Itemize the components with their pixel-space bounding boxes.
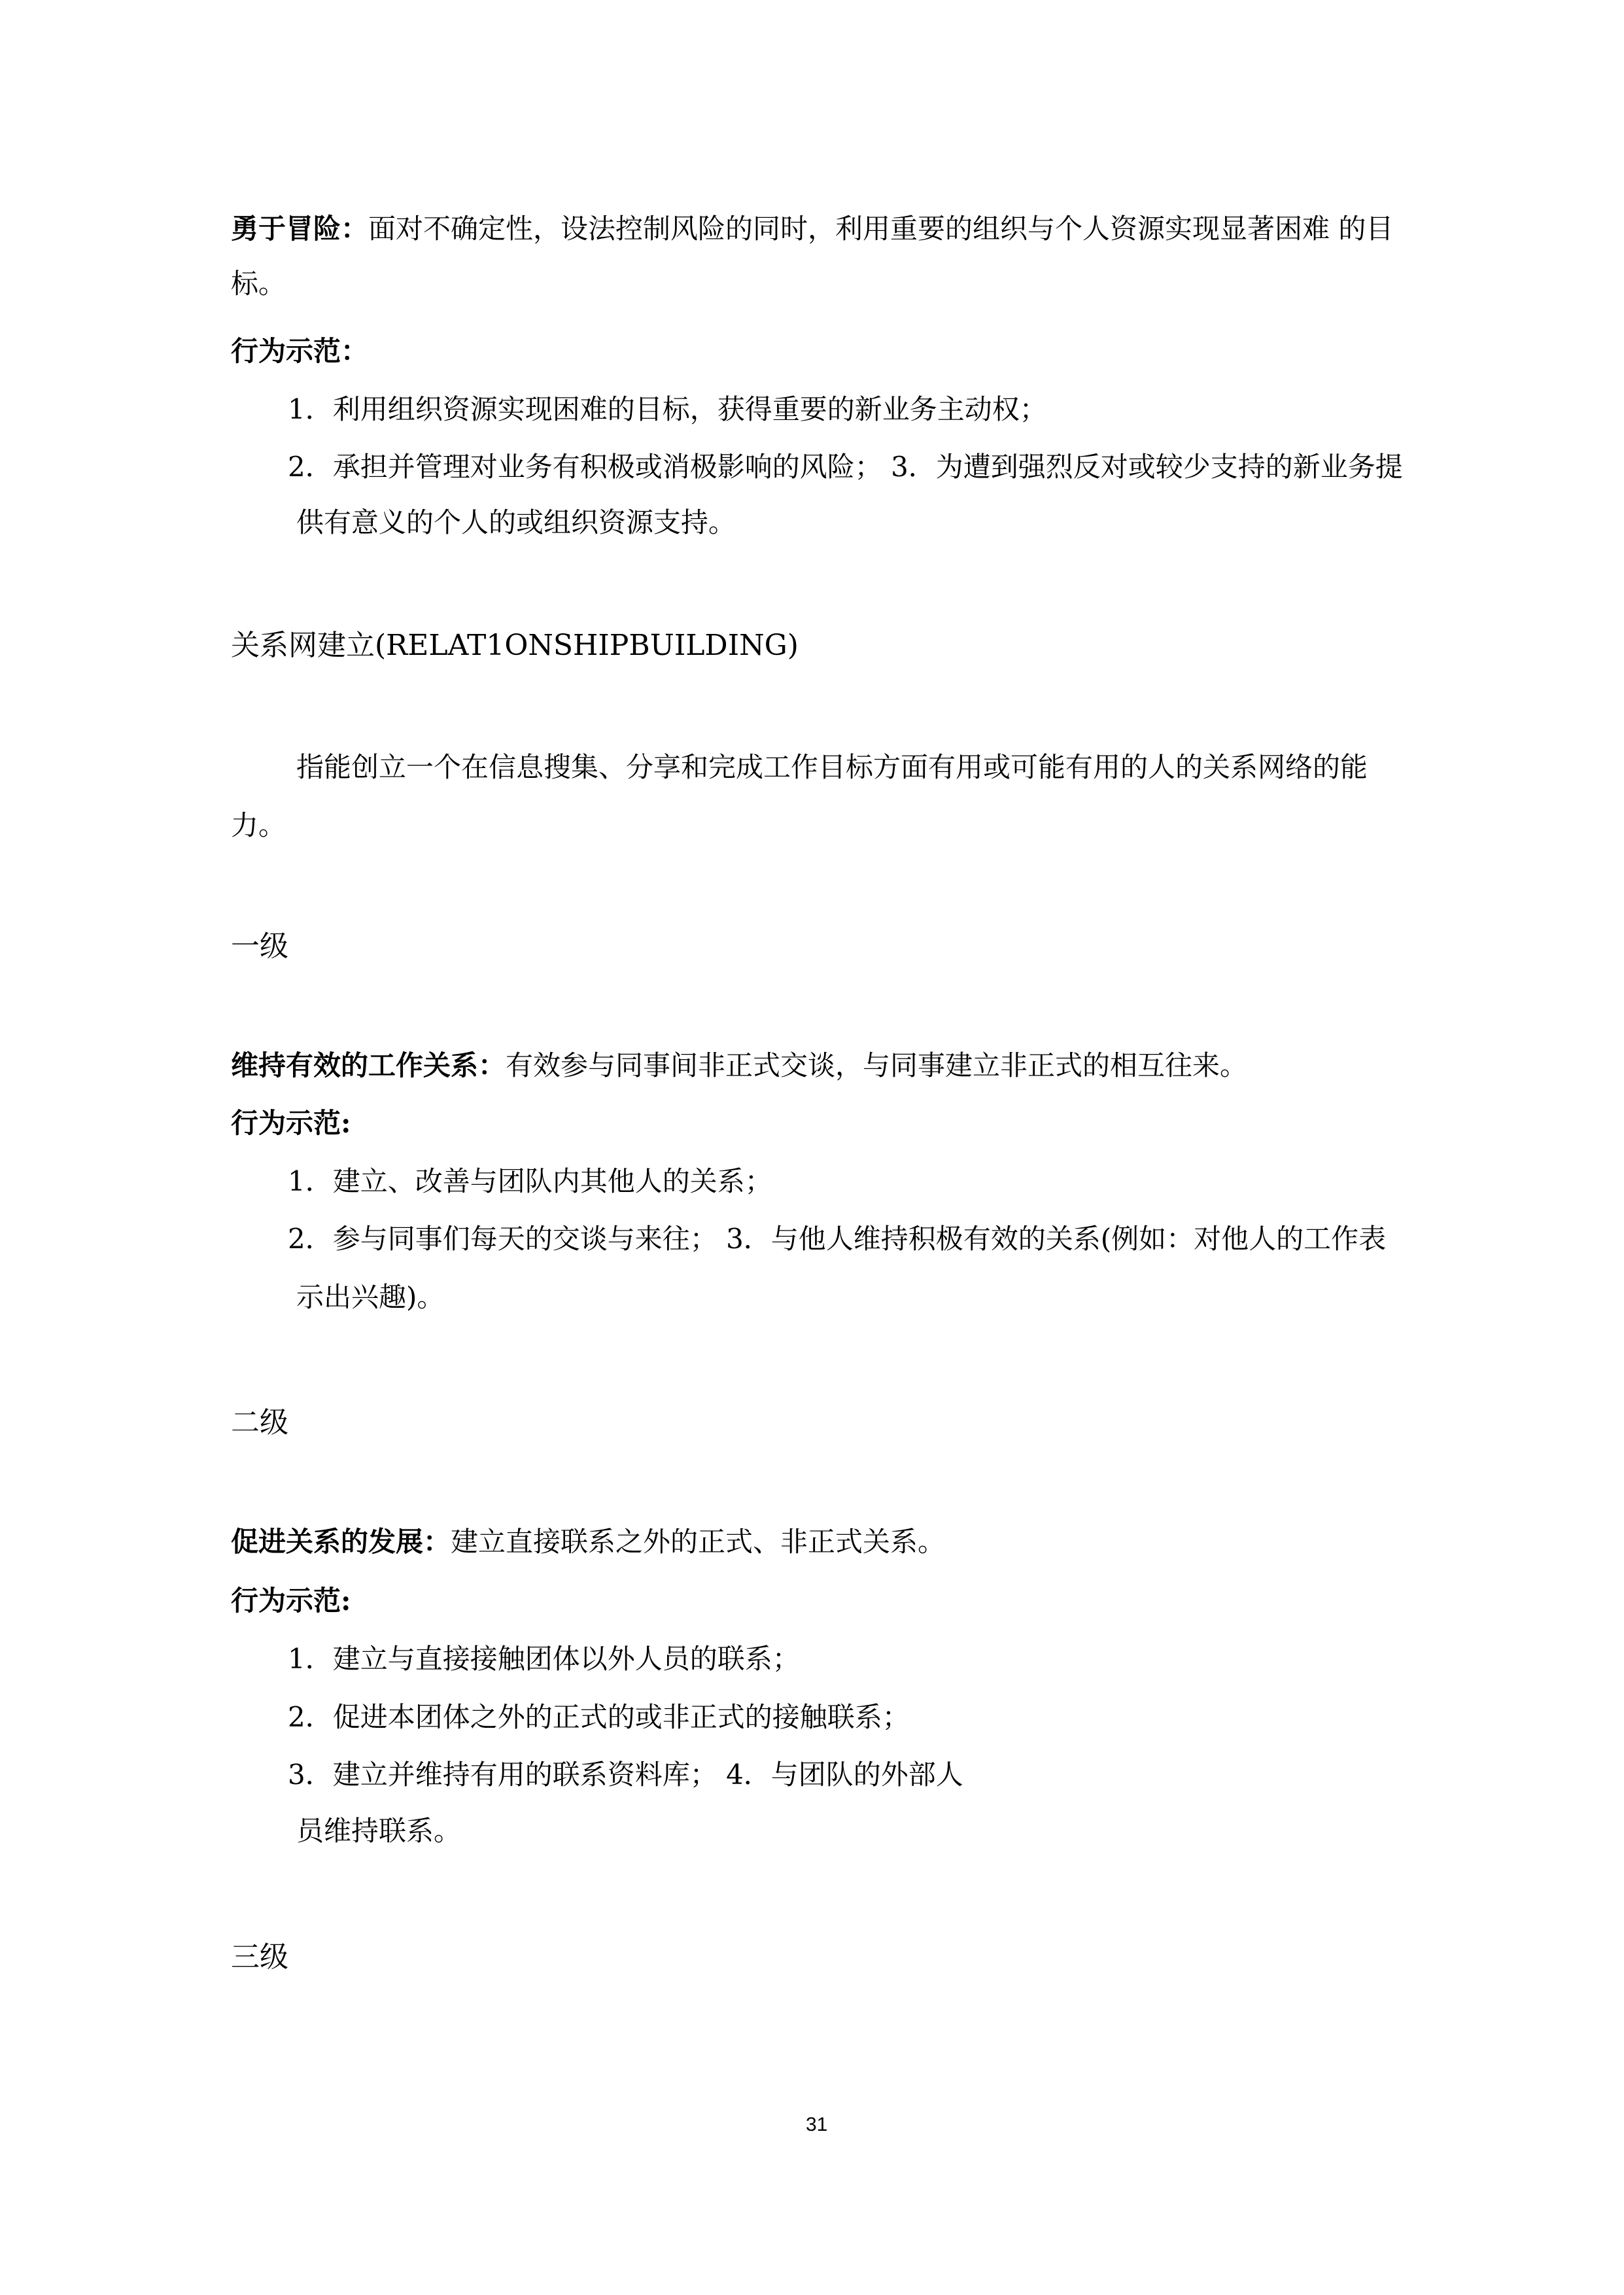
level-1-definition-line — [231, 1047, 1247, 1085]
risk-taking-term: 勇于冒险： — [231, 213, 369, 245]
level-1-term: 维持有效的工作关系： — [231, 1049, 506, 1081]
list-item: 1．建立、改善与团队内其他人的关系； — [288, 1165, 772, 1197]
level-1-definition: 有效参与同事间非正式交谈，与同事建立非正式的相互往来。 — [506, 1049, 1248, 1081]
list-item: 2．参与同事们每天的交谈与来往； 3．与他人维持积极有效的关系(例如：对他人的工作表 — [288, 1223, 1387, 1255]
level-2-heading: 二级 — [231, 1406, 288, 1439]
list-item-cont: 供有意义的个人的或组织资源支持。 — [296, 506, 736, 538]
list-item: 2．承担并管理对业务有积极或消极影响的风险； 3．为遭到强烈反对或较少支持的新业务提 — [288, 451, 1403, 483]
list-item-cont: 示出兴趣)。 — [296, 1281, 445, 1313]
level-2-definition: 建立直接联系之外的正式、非正式关系。 — [451, 1526, 946, 1558]
list-item: 1．建立与直接接触团体以外人员的联系； — [288, 1643, 800, 1675]
list-item: 3．建立并维持有用的联系资料库； 4．与团队的外部人 — [288, 1759, 963, 1791]
behavior-label: 行为示范: — [231, 1585, 351, 1617]
level-3-heading: 三级 — [231, 1940, 288, 1974]
competency-description-cont: 力。 — [231, 809, 286, 841]
competency-title — [231, 627, 799, 665]
behavior-label: 行为示范: — [231, 1107, 351, 1139]
risk-taking-definition: 面对不确定性，设法控制风险的同时，利用重要的组织与个人资源实现显著困难 的目 — [368, 213, 1394, 245]
list-item: 1．利用组织资源实现困难的目标，获得重要的新业务主动权； — [288, 393, 1047, 425]
list-item-cont: 员维持联系。 — [296, 1815, 462, 1847]
page-number: 31 — [806, 2114, 828, 2135]
competency-title-text: 关系网建立(RELAT1ONSHIPBUILDING) — [231, 629, 799, 662]
competency-description: 指能创立一个在信息搜集、分享和完成工作目标方面有用或可能有用的人的关系网络的能 — [296, 751, 1368, 783]
level-2-term: 促进关系的发展： — [231, 1526, 451, 1558]
level-2-definition-line — [231, 1523, 945, 1561]
risk-taking-definition-cont: 标。 — [231, 268, 286, 300]
level-1-heading: 一级 — [231, 930, 288, 963]
behavior-label: 行为示范： — [231, 335, 369, 367]
risk-taking-line1 — [231, 210, 1393, 248]
list-item: 2．促进本团体之外的正式的或非正式的接触联系； — [288, 1701, 910, 1733]
